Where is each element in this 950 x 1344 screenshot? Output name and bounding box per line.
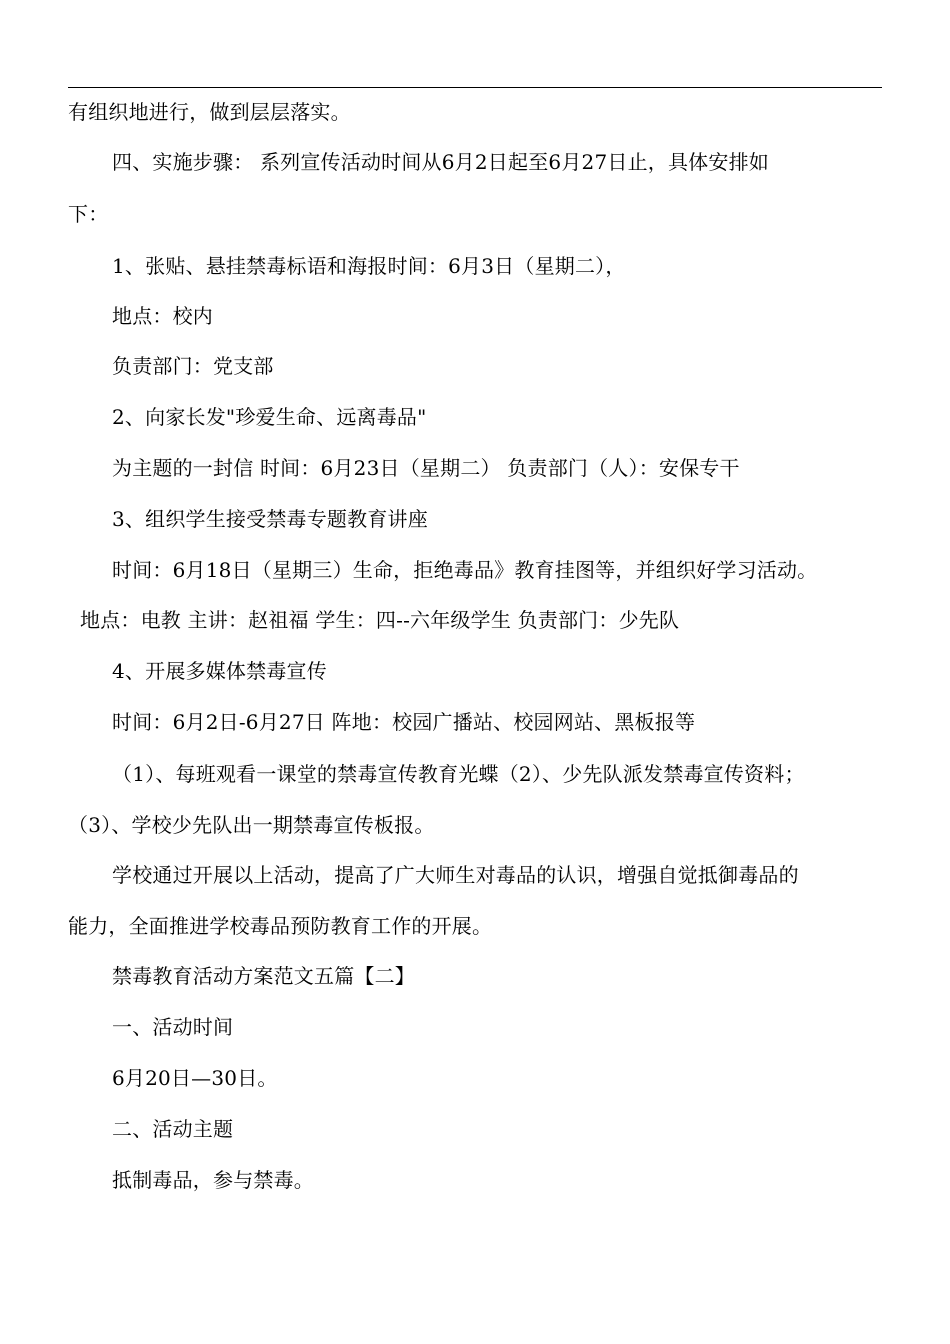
text-line: 负责部门：党支部 xyxy=(112,354,274,378)
text-line: （1）、每班观看一课堂的禁毒宣传教育光蝶（2）、少先队派发禁毒宣传资料； xyxy=(112,762,805,786)
text-line: 下： xyxy=(68,202,109,226)
text-line: 地点：电教 主讲：赵祖福 学生：四--六年级学生 负责部门：少先队 xyxy=(80,608,680,632)
text-line: 有组织地进行，做到层层落实。 xyxy=(68,100,351,124)
text-line: 6月20日—30日。 xyxy=(112,1066,278,1090)
text-line: 3、组织学生接受禁毒专题教育讲座 xyxy=(112,507,428,531)
text-line: 4、开展多媒体禁毒宣传 xyxy=(112,659,327,683)
text-line: 1、张贴、悬挂禁毒标语和海报时间：6月3日（星期二）， xyxy=(112,254,626,278)
text-line: 时间：6月18日（星期三）生命，拒绝毒品》教育挂图等，并组织好学习活动。 xyxy=(112,558,818,582)
text-line: 四、实施步骤： 系列宣传活动时间从6月2日起至6月27日止，具体安排如 xyxy=(112,150,769,174)
text-line: 时间：6月2日-6月27日 阵地：校园广播站、校园网站、黑板报等 xyxy=(112,710,696,734)
text-line: 地点：校内 xyxy=(112,304,213,328)
text-line: 二、活动主题 xyxy=(112,1117,234,1141)
text-line: （3）、学校少先队出一期禁毒宣传板报。 xyxy=(68,813,435,837)
text-line: 一、活动时间 xyxy=(112,1015,234,1039)
header-rule xyxy=(68,87,882,88)
text-line: 学校通过开展以上活动，提高了广大师生对毒品的认识，增强自觉抵御毒品的 xyxy=(112,863,799,887)
text-line: 抵制毒品，参与禁毒。 xyxy=(112,1168,314,1192)
text-line: 能力，全面推进学校毒品预防教育工作的开展。 xyxy=(68,914,493,938)
section-heading: 禁毒教育活动方案范文五篇【二】 xyxy=(112,964,415,988)
text-line: 为主题的一封信 时间：6月23日（星期二） 负责部门（人）：安保专干 xyxy=(112,456,740,480)
text-line: 2、向家长发"珍爱生命、远离毒品" xyxy=(112,405,427,429)
